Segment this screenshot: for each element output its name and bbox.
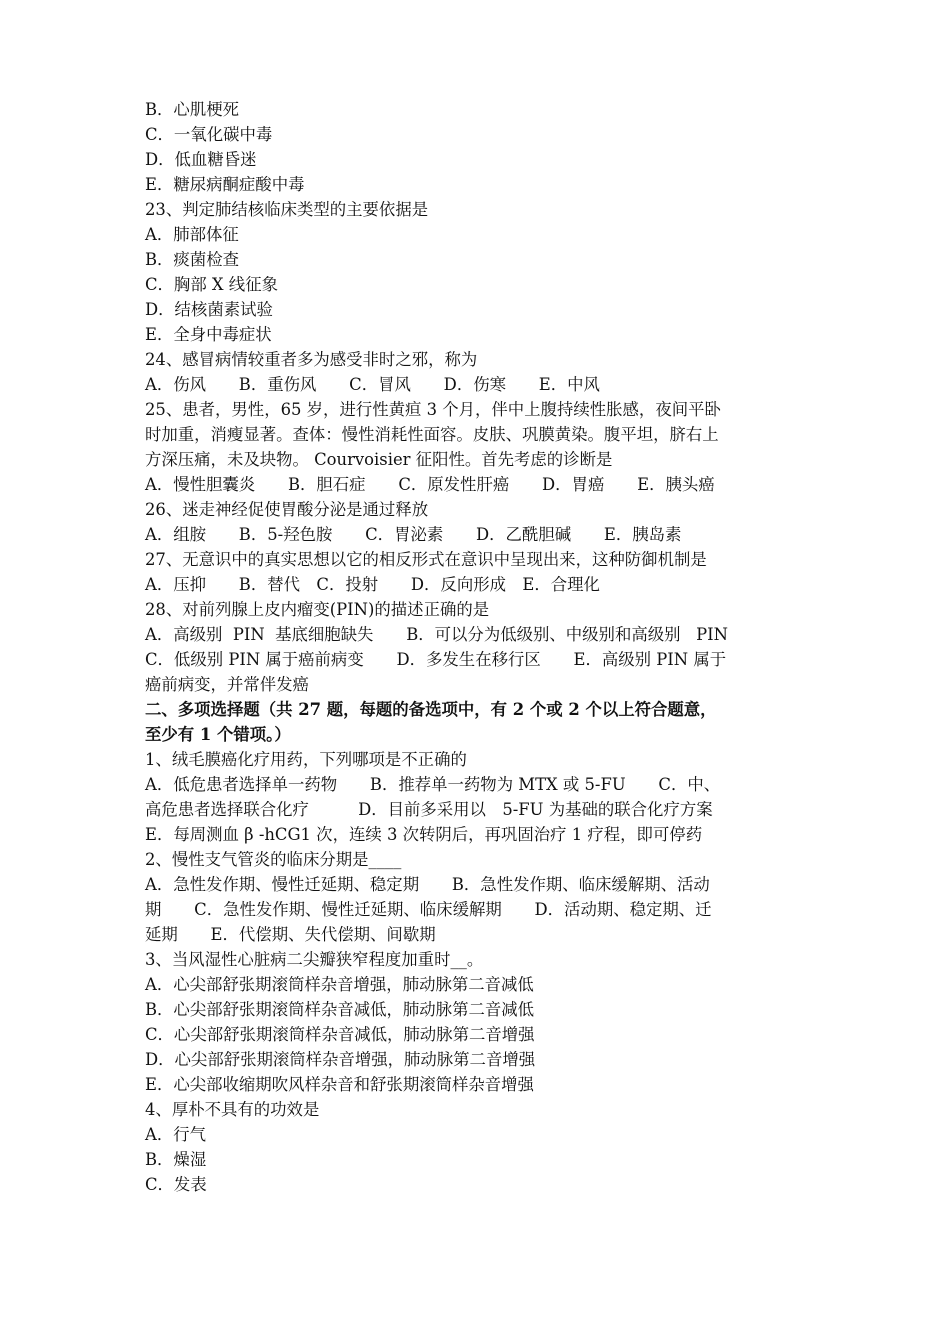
question-line: 方深压痛，未及块物。 Courvoisier 征阳性。首先考虑的诊断是 bbox=[145, 450, 613, 469]
options-row: A．压抑 B．替代 C．投射 D．反向形成 E．合理化 bbox=[145, 575, 600, 594]
options-row: A．低危患者选择单一药物 B．推荐单一药物为 MTX 或 5-FU C．中、 bbox=[145, 775, 721, 794]
question-line: 28、对前列腺上皮内瘤变(PIN)的描述正确的是 bbox=[145, 600, 490, 619]
question-line: 23、判定肺结核临床类型的主要依据是 bbox=[145, 200, 429, 219]
options-row: E．每周测血 β -hCG1 次，连续 3 次转阴后，再巩固治疗 1 疗程，即可停药 bbox=[145, 825, 703, 844]
option-line: A．肺部体征 bbox=[145, 225, 239, 244]
option-line: B．心尖部舒张期滚筒样杂音减低，肺动脉第二音减低 bbox=[145, 1000, 535, 1019]
question-line: 3、当风湿性心脏病二尖瓣狭窄程度加重时__。 bbox=[145, 950, 484, 969]
section-heading: 二、多项选择题（共 27 题，每题的备选项中，有 2 个或 2 个以上符合题意， bbox=[145, 700, 717, 719]
options-row: A．高级别 PIN 基底细胞缺失 B．可以分为低级别、中级别和高级别 PIN bbox=[145, 625, 728, 644]
options-row: A．伤风 B．重伤风 C．冒风 D．伤寒 E．中风 bbox=[145, 375, 600, 394]
question-line: 26、迷走神经促使胃酸分泌是通过释放 bbox=[145, 500, 429, 519]
option-line: D．低血糖昏迷 bbox=[145, 150, 257, 169]
option-line: A．行气 bbox=[145, 1125, 207, 1144]
option-line: D．心尖部舒张期滚筒样杂音增强，肺动脉第二音增强 bbox=[145, 1050, 536, 1069]
options-row: 期 C．急性发作期、慢性迁延期、临床缓解期 D．活动期、稳定期、迁 bbox=[145, 900, 712, 919]
question-line: 24、感冒病情较重者多为感受非时之邪，称为 bbox=[145, 350, 478, 369]
options-row: 癌前病变，并常伴发癌 bbox=[145, 675, 309, 694]
options-row: A．组胺 B．5-羟色胺 C．胃泌素 D．乙酰胆碱 E．胰岛素 bbox=[145, 525, 682, 544]
option-line: B．燥湿 bbox=[145, 1150, 207, 1169]
options-row: A．慢性胆囊炎 B．胆石症 C．原发性肝癌 D．胃癌 E．胰头癌 bbox=[145, 475, 715, 494]
section-heading: 至少有 1 个错项。） bbox=[145, 725, 291, 744]
question-line: 时加重，消瘦显著。查体：慢性消耗性面容。皮肤、巩膜黄染。腹平坦，脐右上 bbox=[145, 425, 719, 444]
question-line: 4、厚朴不具有的功效是 bbox=[145, 1100, 320, 1119]
options-row: 延期 E．代偿期、失代偿期、间歇期 bbox=[145, 925, 436, 944]
option-line: C．一氧化碳中毒 bbox=[145, 125, 273, 144]
option-line: E．糖尿病酮症酸中毒 bbox=[145, 175, 305, 194]
option-line: C．心尖部舒张期滚筒样杂音减低，肺动脉第二音增强 bbox=[145, 1025, 535, 1044]
option-line: C．发表 bbox=[145, 1175, 207, 1194]
option-line: C．胸部 X 线征象 bbox=[145, 275, 278, 294]
question-line: 25、患者，男性，65 岁，进行性黄疸 3 个月，伴中上腹持续性胀感，夜间平卧 bbox=[145, 400, 721, 419]
option-line: B．痰菌检查 bbox=[145, 250, 239, 269]
option-line: E．全身中毒症状 bbox=[145, 325, 272, 344]
options-row: C．低级别 PIN 属于癌前病变 D．多发生在移行区 E．高级别 PIN 属于 bbox=[145, 650, 727, 669]
option-line: E．心尖部收缩期吹风样杂音和舒张期滚筒样杂音增强 bbox=[145, 1075, 534, 1094]
document-page bbox=[145, 97, 810, 1197]
question-line: 1、绒毛膜癌化疗用药，下列哪项是不正确的 bbox=[145, 750, 467, 769]
options-row: A．急性发作期、慢性迁延期、稳定期 B．急性发作期、临床缓解期、活动 bbox=[145, 875, 710, 894]
options-row: 高危患者选择联合化疗 D．目前多采用以 5-FU 为基础的联合化疗方案 bbox=[145, 800, 713, 819]
question-line: 27、无意识中的真实思想以它的相反形式在意识中呈现出来，这种防御机制是 bbox=[145, 550, 707, 569]
option-line: A．心尖部舒张期滚筒样杂音增强，肺动脉第二音减低 bbox=[145, 975, 534, 994]
question-line: 2、慢性支气管炎的临床分期是____ bbox=[145, 850, 402, 869]
option-line: B．心肌梗死 bbox=[145, 100, 239, 119]
option-line: D．结核菌素试验 bbox=[145, 300, 273, 319]
